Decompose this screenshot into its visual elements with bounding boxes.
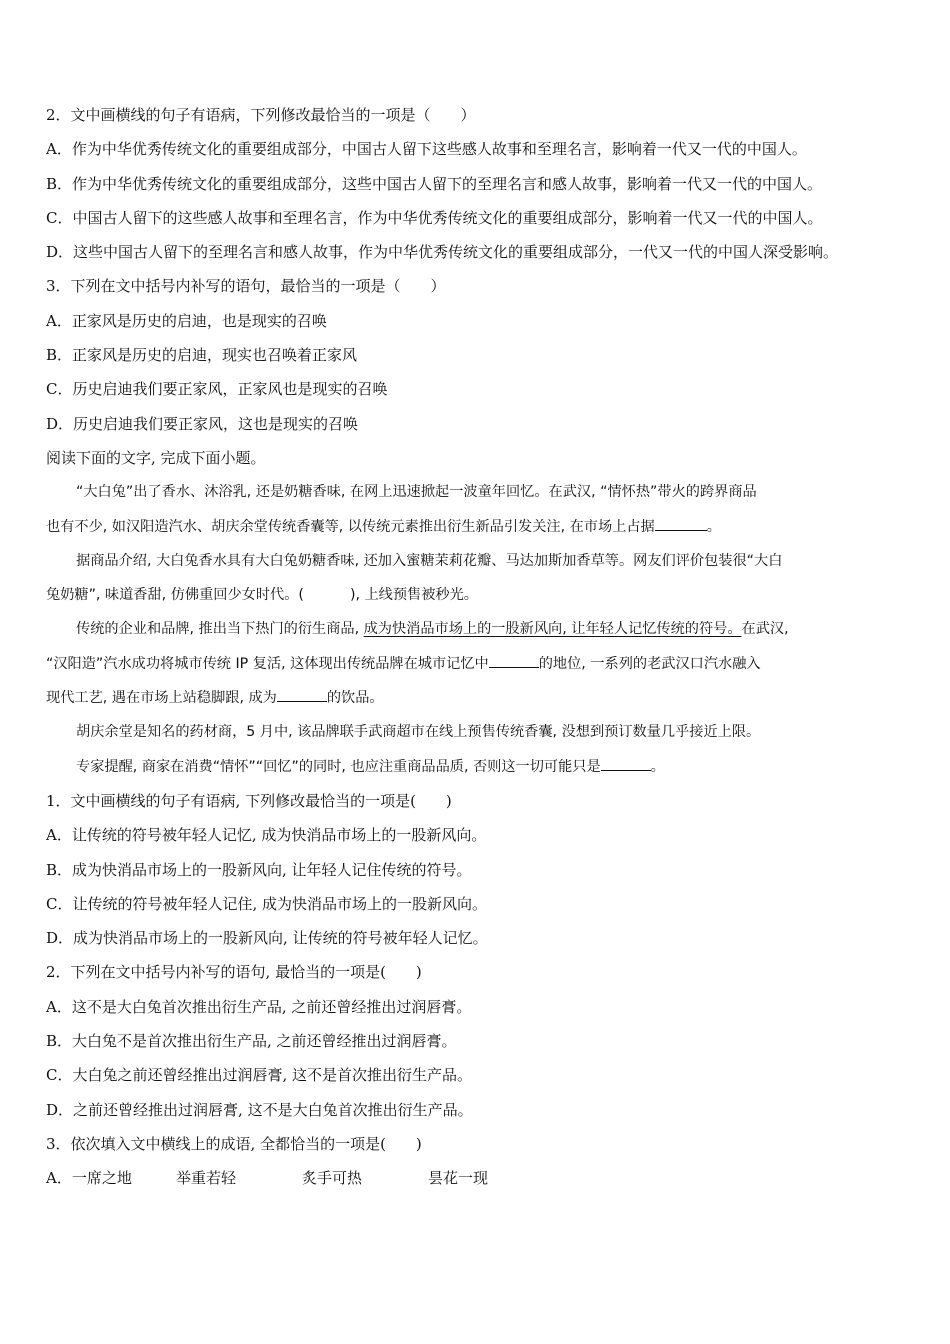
passage-line	[46, 578, 914, 612]
reading-intro: 阅读下面的文字, 完成下面小题。	[46, 448, 266, 467]
passage-text: “汉阳造”汽水成功将城市传统 IP 复活, 这体现出传统品牌在城市记忆中	[46, 655, 489, 672]
exam-page	[46, 98, 914, 1196]
idiom-choice: 举重若轻	[176, 1169, 237, 1188]
fill-blank	[489, 653, 539, 668]
passage-text: ), 上线预售被秒光。	[349, 587, 478, 604]
passage-line: 胡庆余堂是知名的药材商，5 月中, 该品牌联手武商超市在线上预售传统香囊, 没想到预订数量几乎接近上限。	[76, 724, 761, 741]
option-c: C．历史启迪我们要正家风，正家风也是现实的召唤	[46, 380, 388, 399]
passage-line: 据商品介绍, 大白兔香水具有大白兔奶糖香味, 还加入蜜糖茉莉花瓣、马达加斯加香草等。网友们评价包装很“大白	[76, 552, 783, 569]
passage-text: 传统的企业和品牌, 推出当下热门的衍生商品,	[76, 621, 364, 638]
option-a: A．正家风是历史的启迪，也是现实的召唤	[46, 311, 327, 330]
passage-text: 。	[650, 758, 665, 775]
question-stem: 1．文中画横线的句子有语病, 下列修改最恰当的一项是( )	[46, 791, 452, 810]
option-d: D．之前还曾经推出过润唇膏, 这不是大白兔首次推出衍生产品。	[46, 1100, 473, 1119]
option-b: B．成为快消品市场上的一股新风向, 让年轻人记住传统的符号。	[46, 860, 472, 879]
idiom-choice: 昙花一现	[428, 1169, 489, 1188]
passage-line	[46, 647, 914, 681]
option-b: B．正家风是历史的启迪，现实也召唤着正家风	[46, 346, 358, 365]
option-b: B．作为中华优秀传统文化的重要组成部分，这些中国古人留下的至理名言和感人故事，影响着一代又一代的中国人。	[46, 174, 823, 193]
passage-line	[46, 750, 914, 784]
question-stem: 2．文中画横线的句子有语病，下列修改最恰当的一项是（ ）	[46, 106, 476, 124]
option-b: B．大白兔不是首次推出衍生产品, 之前还曾经推出过润唇膏。	[46, 1032, 457, 1051]
passage-text: 在武汉,	[741, 621, 789, 638]
question-stem: 2．下列在文中括号内补写的语句, 最恰当的一项是( )	[46, 963, 422, 982]
passage-text: 现代工艺, 遇在市场上站稳脚跟, 成为	[46, 690, 277, 707]
fill-blank	[277, 687, 327, 702]
passage-text: 也有不少, 如汉阳造汽水、胡庆余堂传统香囊等, 以传统元素推出衍生新品引发关注, 在市场上占据	[46, 518, 655, 535]
reading-passage	[46, 475, 914, 784]
option-c: C．中国古人留下的这些感人故事和至理名言，作为中华优秀传统文化的重要组成部分，影响着一代又一代的中国人。	[46, 208, 823, 227]
option-d: D．成为快消品市场上的一股新风向, 让传统的符号被年轻人记忆。	[46, 929, 488, 948]
question-stem: 3．下列在文中括号内补写的语句，最恰当的一项是（ ）	[46, 277, 446, 296]
option-a: A．让传统的符号被年轻人记忆, 成为快消品市场上的一股新风向。	[46, 826, 487, 845]
idiom-choice: 炙手可热	[302, 1169, 363, 1188]
passage-line	[46, 612, 914, 646]
option-d: D．这些中国古人留下的至理名言和感人故事，作为中华优秀传统文化的重要组成部分，一代又一代的中国人深受影响。	[46, 243, 839, 262]
option-a: A．这不是大白兔首次推出衍生产品, 之前还曾经推出过润唇膏。	[46, 997, 472, 1016]
fill-blank	[601, 755, 651, 770]
option-c: C．大白兔之前还曾经推出过润唇膏, 这不是首次推出衍生产品。	[46, 1066, 473, 1085]
passage-text: 的地位, 一系列的老武汉口汽水融入	[538, 655, 761, 672]
passage-text: 专家提醒, 商家在消费“情怀”“回忆”的同时, 也应注重商品品质, 否则这一切可能只是	[76, 758, 601, 775]
underlined-sentence: 成为快消品市场上的一股新风向, 让年轻人记忆传统的符号。	[363, 621, 742, 638]
option-a: A．作为中华优秀传统文化的重要组成部分，中国古人留下这些感人故事和至理名言，影响着一代又一代的中国人。	[46, 140, 807, 159]
passage-line	[46, 681, 914, 715]
passage-text: 。	[706, 518, 721, 535]
option-c: C．让传统的符号被年轻人记住, 成为快消品市场上的一股新风向。	[46, 894, 488, 913]
passage-text: 的饮品。	[326, 690, 384, 707]
passage-line	[46, 510, 914, 544]
passage-text: 兔奶糖”, 味道香甜, 仿佛重回少女时代。(	[46, 587, 304, 604]
question-stem: 3．依次填入文中横线上的成语, 全都恰当的一项是( )	[46, 1134, 422, 1153]
passage-line: “大白兔”出了香水、沐浴乳, 还是奶糖香味, 在网上迅速掀起一波童年回忆。在武汉, “情怀热”带火的跨界商品	[76, 484, 757, 501]
option-d: D．历史启迪我们要正家风，这也是现实的召唤	[46, 414, 359, 433]
option-a	[46, 1161, 914, 1195]
option-a-label: A．一席之地	[46, 1169, 132, 1188]
fill-blank	[655, 515, 707, 530]
